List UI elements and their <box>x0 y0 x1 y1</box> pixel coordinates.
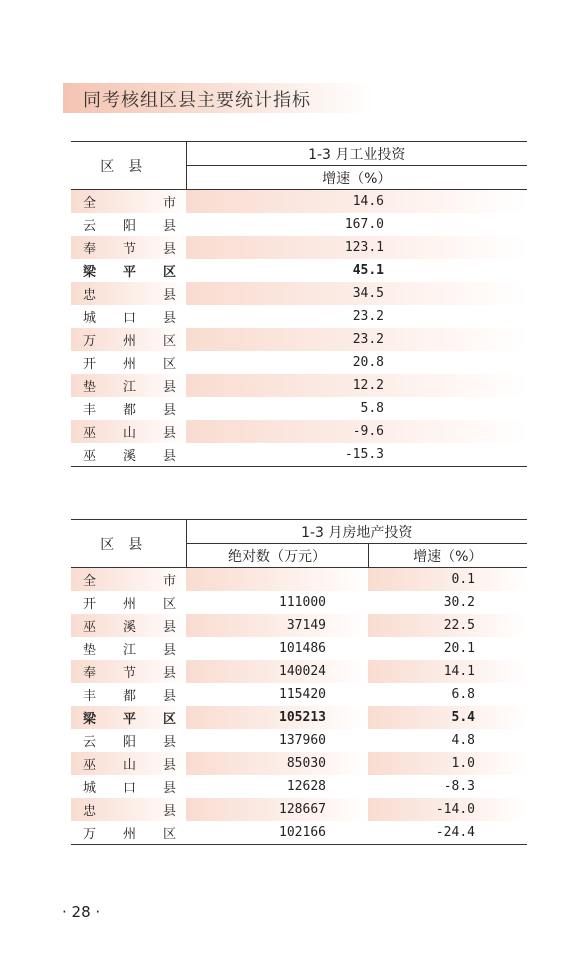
region-char: 溪 <box>123 449 137 464</box>
region-char: 县 <box>163 380 177 395</box>
region-char: 区 <box>163 265 177 280</box>
rate-cell: 20.8 <box>352 355 384 370</box>
region-cell <box>71 752 186 775</box>
table-row <box>71 568 527 592</box>
region-cell <box>71 305 186 328</box>
region-char: 巫 <box>83 758 97 773</box>
group-header: 1-3 月房地产投资 <box>186 520 527 544</box>
real-estate-investment-table <box>71 519 527 845</box>
rate-cell: 23.2 <box>352 309 384 324</box>
region-char: 县 <box>163 288 177 303</box>
rate-cell: -15.3 <box>186 443 527 467</box>
table-row <box>71 706 527 729</box>
region-cell <box>71 683 186 706</box>
region-cell <box>71 614 186 637</box>
table-row <box>71 236 527 259</box>
rate-cell: 6.8 <box>451 687 475 702</box>
rate-cell: 5.8 <box>360 401 384 416</box>
absolute-value-cell: 105213 <box>186 706 368 729</box>
industrial-investment-table <box>71 141 527 467</box>
group-header: 1-3 月工业投资 <box>186 142 527 166</box>
region-char: 万 <box>83 827 97 842</box>
absolute-value-cell: 140024 <box>186 660 368 683</box>
region-char: 江 <box>123 380 137 395</box>
table-row <box>71 637 527 660</box>
table-row <box>71 443 527 467</box>
region-char: 丰 <box>83 689 97 704</box>
region-cell <box>71 282 186 305</box>
rate-cell: 30.2 <box>443 595 475 610</box>
region-cell <box>71 420 186 443</box>
rate-cell: 34.5 <box>186 282 527 305</box>
region-char: 市 <box>163 574 177 589</box>
table-row <box>71 397 527 420</box>
region-char: 州 <box>123 597 137 612</box>
region-char: 县 <box>163 311 177 326</box>
region-cell <box>71 775 186 798</box>
region-char: 奉 <box>83 666 97 681</box>
region-char: 巫 <box>83 426 97 441</box>
region-char: 全 <box>83 574 97 589</box>
table-row <box>71 282 527 305</box>
region-char: 县 <box>163 449 177 464</box>
region-char: 区 <box>163 334 177 349</box>
region-cell <box>71 637 186 660</box>
region-char: 忠 <box>83 288 97 303</box>
region-char: 县 <box>163 689 177 704</box>
table-row <box>71 660 527 683</box>
region-char: 平 <box>123 265 137 280</box>
region-cell <box>71 397 186 420</box>
table-body <box>71 190 527 467</box>
region-char: 口 <box>123 781 137 796</box>
absolute-column-header: 绝对数（万元） <box>186 544 368 568</box>
region-char: 区 <box>163 357 177 372</box>
region-cell <box>71 443 186 467</box>
table-row <box>71 213 527 236</box>
rate-cell: 14.6 <box>186 190 527 214</box>
absolute-value-cell: 85030 <box>186 752 368 775</box>
rate-cell: 5.4 <box>368 706 527 729</box>
region-char: 平 <box>123 712 137 727</box>
section-title: 同考核组区县主要统计指标 <box>83 90 311 111</box>
rate-cell: 123.1 <box>186 236 527 259</box>
table-row <box>71 420 527 443</box>
region-char: 城 <box>83 781 97 796</box>
rate-cell: 23.2 <box>186 328 527 351</box>
region-column-header: 区县 <box>71 142 186 190</box>
rate-cell: 14.1 <box>368 660 527 683</box>
rate-cell: 0.1 <box>368 568 527 592</box>
rate-cell: -8.3 <box>443 779 475 794</box>
table-row <box>71 683 527 706</box>
table-row <box>71 798 527 821</box>
table-row <box>71 305 527 328</box>
rate-cell: 167.0 <box>344 217 384 232</box>
region-char: 县 <box>163 643 177 658</box>
absolute-value-cell: 102166 <box>186 821 368 845</box>
region-char: 巫 <box>83 620 97 635</box>
rate-cell: 12.2 <box>186 374 527 397</box>
region-char: 垫 <box>83 380 97 395</box>
region-char: 云 <box>83 735 97 750</box>
section-heading <box>63 83 373 113</box>
rate-cell: 4.8 <box>451 733 475 748</box>
region-char: 节 <box>123 666 137 681</box>
region-cell <box>71 190 186 214</box>
region-char: 全 <box>83 196 97 211</box>
region-char: 都 <box>123 403 137 418</box>
region-cell <box>71 351 186 374</box>
rate-cell: 45.1 <box>352 263 384 278</box>
region-char: 丰 <box>83 403 97 418</box>
region-char: 区 <box>163 712 177 727</box>
region-cell <box>71 213 186 236</box>
region-char: 城 <box>83 311 97 326</box>
absolute-value-cell: 111000 <box>279 595 326 610</box>
region-char: 梁 <box>83 712 97 727</box>
region-char: 州 <box>123 357 137 372</box>
region-char: 梁 <box>83 265 97 280</box>
table-row <box>71 752 527 775</box>
region-char: 阳 <box>123 735 137 750</box>
rate-cell: 1.0 <box>368 752 527 775</box>
table-body <box>71 568 527 845</box>
table-row <box>71 821 527 845</box>
region-char: 开 <box>83 597 97 612</box>
absolute-value-cell: 128667 <box>186 798 368 821</box>
region-char: 县 <box>163 620 177 635</box>
region-char: 县 <box>163 403 177 418</box>
region-cell <box>71 374 186 397</box>
rate-cell: 20.1 <box>443 641 475 656</box>
region-char: 奉 <box>83 242 97 257</box>
region-char: 县 <box>163 219 177 234</box>
absolute-value-cell: 12628 <box>286 779 326 794</box>
region-cell <box>71 729 186 752</box>
region-char: 县 <box>163 426 177 441</box>
region-cell <box>71 660 186 683</box>
region-char: 县 <box>163 735 177 750</box>
absolute-value-cell <box>186 568 368 592</box>
region-cell <box>71 706 186 729</box>
region-char: 阳 <box>123 219 137 234</box>
region-char: 溪 <box>123 620 137 635</box>
region-char: 山 <box>123 758 137 773</box>
region-cell <box>71 568 186 592</box>
region-cell <box>71 798 186 821</box>
region-char: 州 <box>123 827 137 842</box>
region-char: 县 <box>163 758 177 773</box>
absolute-value-cell: 37149 <box>186 614 368 637</box>
region-char: 江 <box>123 643 137 658</box>
absolute-value-cell: 137960 <box>279 733 326 748</box>
rate-column-header: 增速（%） <box>186 166 527 190</box>
table-row <box>71 614 527 637</box>
rate-column-header: 增速（%） <box>368 544 527 568</box>
region-char: 万 <box>83 334 97 349</box>
region-char: 县 <box>163 666 177 681</box>
region-char: 巫 <box>83 449 97 464</box>
table-row <box>71 374 527 397</box>
region-char: 垫 <box>83 643 97 658</box>
table-row <box>71 351 527 374</box>
region-cell <box>71 236 186 259</box>
region-char: 山 <box>123 426 137 441</box>
region-char: 区 <box>163 827 177 842</box>
region-char: 区 <box>163 597 177 612</box>
page-number: · 28 · <box>62 903 101 921</box>
table-row <box>71 190 527 214</box>
rate-cell: -24.4 <box>368 821 527 845</box>
rate-cell: -14.0 <box>368 798 527 821</box>
region-char: 节 <box>123 242 137 257</box>
rate-cell: 22.5 <box>368 614 527 637</box>
table-row <box>71 591 527 614</box>
table-row <box>71 775 527 798</box>
table-row <box>71 729 527 752</box>
region-column-header: 区县 <box>71 520 186 568</box>
region-cell <box>71 591 186 614</box>
table-row <box>71 328 527 351</box>
rate-cell: -9.6 <box>186 420 527 443</box>
table-row <box>71 259 527 282</box>
region-char: 云 <box>83 219 97 234</box>
region-cell <box>71 259 186 282</box>
absolute-value-cell: 115420 <box>279 687 326 702</box>
region-char: 都 <box>123 689 137 704</box>
region-char: 口 <box>123 311 137 326</box>
region-char: 县 <box>163 781 177 796</box>
region-cell <box>71 821 186 845</box>
absolute-value-cell: 101486 <box>279 641 326 656</box>
region-char: 州 <box>123 334 137 349</box>
region-char: 开 <box>83 357 97 372</box>
region-char: 忠 <box>83 804 97 819</box>
region-char: 县 <box>163 242 177 257</box>
region-char: 市 <box>163 196 177 211</box>
region-char: 县 <box>163 804 177 819</box>
region-cell <box>71 328 186 351</box>
